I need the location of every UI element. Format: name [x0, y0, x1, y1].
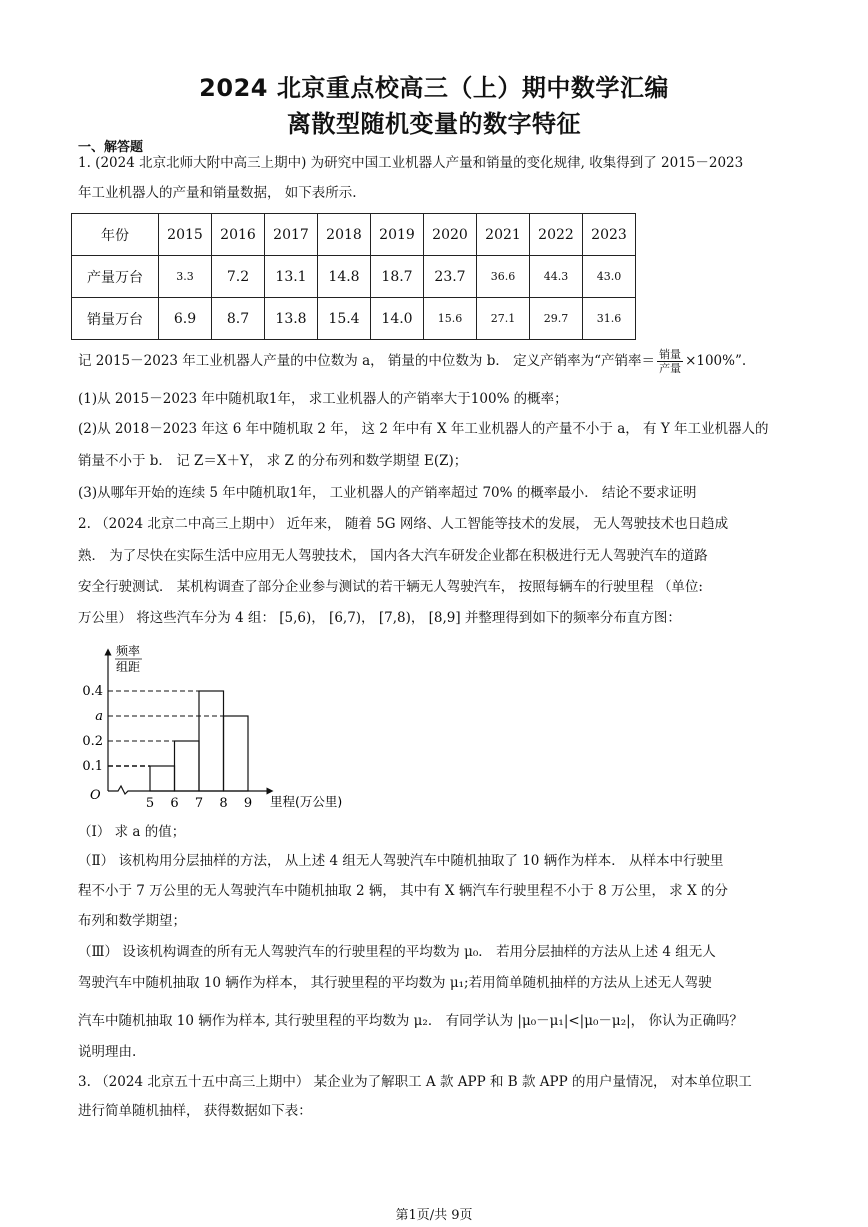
x-tick-label: 5: [145, 796, 155, 811]
table-cell: 29.7: [530, 298, 583, 340]
y-axis-label-top: 频率: [116, 644, 141, 658]
y-tick-label: a: [95, 709, 103, 724]
q3-line-2: 进行简单随机抽样， 获得数据如下表：: [78, 1103, 312, 1119]
table-cell: 7.2: [212, 256, 265, 298]
x-tick-label: 9: [243, 796, 253, 811]
row-label: 销量万台: [72, 298, 159, 340]
x-axis-label: 里程(万公里): [270, 794, 343, 809]
fraction-numerator: 销量: [659, 348, 682, 361]
q2-part-ii-2: 程不小于 7 万公里的无人驾驶汽车中随机抽取 2 辆， 其中有 X 辆汽车行驶里程不小于 8 万公里， 求 X 的分: [78, 883, 728, 899]
table-cell: 27.1: [477, 298, 530, 340]
table-cell: 13.8: [265, 298, 318, 340]
q2-part-iii-4: 说明理由.: [78, 1044, 137, 1060]
definition-suffix: ×100%”.: [685, 353, 747, 369]
q2-line-1: 2. （2024 北京二中高三上期中） 近年来， 随着 5G 网络、人工智能等技术的发展， 无人驾驶技术也日趋成: [78, 516, 729, 532]
table-cell: 3.3: [159, 256, 212, 298]
table-row-production: [72, 256, 636, 298]
y-tick-label: 0.4: [82, 684, 103, 699]
table-cell: 14.8: [318, 256, 371, 298]
table-cell: 15.4: [318, 298, 371, 340]
table-cell: 36.6: [477, 256, 530, 298]
title-line-2: 离散型随机变量的数字特征: [287, 110, 581, 138]
origin-label: O: [90, 788, 101, 803]
y-tick-label: 0.1: [82, 759, 103, 774]
histogram-bar: [175, 741, 200, 791]
q2-part-iii-1: （Ⅲ） 设该机构调查的所有无人驾驶汽车的行驶里程的平均数为 μ₀． 若用分层抽样的方法从上述 4 组无人: [78, 944, 716, 960]
q2-part-i: （I） 求 a 的值；: [78, 824, 186, 840]
histogram-bar: [199, 691, 224, 791]
section-heading: 一、解答题: [78, 140, 144, 155]
row-label: 产量万台: [72, 256, 159, 298]
table-row-sales: [72, 298, 636, 340]
q1-part-2a: (2)从 2018－2023 年这 6 年中随机取 2 年， 这 2 年中有 X 年工业机器人的产量不小于 a， 有 Y 年工业机器人的: [78, 421, 769, 437]
q1-part-3: (3)从哪年开始的连续 5 年中随机取1年， 工业机器人的产销率超过 70% 的概率最小． 结论不要求证明: [78, 485, 697, 501]
histogram-bar: [150, 766, 175, 791]
table-header-label: 年份: [72, 214, 159, 256]
year-cell: 2021: [477, 214, 530, 256]
q2-part-ii-1: （Ⅱ） 该机构用分层抽样的方法， 从上述 4 组无人驾驶汽车中随机抽取了 10 辆作为样本． 从样本中行驶里: [78, 853, 724, 869]
y-tick-label: 0.2: [82, 734, 103, 749]
y-axis-label-bottom: 组距: [116, 660, 141, 674]
q1-line-1: 1. (2024 北京北师大附中高三上期中) 为研究中国工业机器人产量和销量的变化规律, 收集得到了 2015－2023: [78, 155, 744, 171]
x-tick-label: 6: [170, 796, 179, 811]
definition-text: 记 2015－2023 年工业机器人产量的中位数为 a， 销量的中位数为 b． 定义产销率为“产销率＝: [78, 353, 656, 369]
q2-line-2: 熟． 为了尽快在实际生活中应用无人驾驶技术， 国内各大汽车研发企业都在积极进行无人驾驶汽车的道路: [78, 548, 708, 564]
x-axis: [108, 786, 270, 794]
q1-part-1: (1)从 2015－2023 年中随机取1年， 求工业机器人的产销率大于100% 的概率；: [78, 391, 568, 407]
q3-line-1: 3. （2024 北京五十五中高三上期中） 某企业为了解职工 A 款 APP 和 B 款 APP 的用户量情况， 对本单位职工: [78, 1074, 752, 1090]
q2-line-3: 安全行驶测试． 某机构调查了部分企业参与测试的若干辆无人驾驶汽车， 按照每辆车的行驶里程 （单位:: [78, 579, 703, 595]
table-header-row: [72, 214, 636, 256]
x-tick-label: 7: [194, 796, 204, 811]
year-cell: 2019: [371, 214, 424, 256]
table-cell: 31.6: [583, 298, 636, 340]
table-cell: 8.7: [212, 298, 265, 340]
q2-part-ii-3: 布列和数学期望；: [78, 913, 186, 929]
page-footer: 第1页/共 9页: [395, 1208, 473, 1223]
year-cell: 2022: [530, 214, 583, 256]
year-cell: 2017: [265, 214, 318, 256]
table-cell: 14.0: [371, 298, 424, 340]
year-cell: 2016: [212, 214, 265, 256]
table-cell: 43.0: [583, 256, 636, 298]
table-cell: 44.3: [530, 256, 583, 298]
q1-definition: [78, 347, 790, 375]
table-cell: 15.6: [424, 298, 477, 340]
year-cell: 2023: [583, 214, 636, 256]
table-cell: 23.7: [424, 256, 477, 298]
title-line-1: 2024 北京重点校高三（上）期中数学汇编: [199, 74, 669, 102]
histogram-chart: [76, 640, 376, 815]
year-cell: 2015: [159, 214, 212, 256]
table-cell: 6.9: [159, 298, 212, 340]
ratio-fraction: [657, 348, 683, 375]
table-cell: 13.1: [265, 256, 318, 298]
histogram-bar: [224, 716, 249, 791]
fraction-denominator: 产量: [659, 362, 682, 375]
q2-part-iii-3: 汽车中随机抽取 10 辆作为样本, 其行驶里程的平均数为 μ₂． 有同学认为 |μ₀－μ₁|<|μ₀－μ₂|， 你认为正确吗？: [78, 1013, 743, 1029]
q2-line-4: 万公里） 将这些汽车分为 4 组： [5,6)， [6,7)， [7,8)， [8,9] 并整理得到如下的频率分布直方图：: [78, 610, 681, 626]
year-cell: 2018: [318, 214, 371, 256]
table-cell: 18.7: [371, 256, 424, 298]
year-cell: 2020: [424, 214, 477, 256]
q1-part-2b: 销量不小于 b． 记 Z＝X＋Y， 求 Z 的分布列和数学期望 E(Z)；: [78, 453, 468, 469]
x-tick-label: 8: [219, 796, 228, 811]
q1-line-2: 年工业机器人的产量和销量数据， 如下表所示.: [78, 185, 357, 201]
q2-part-iii-2: 驾驶汽车中随机抽取 10 辆作为样本， 其行驶里程的平均数为 μ₁;若用简单随机抽样的方法从上述无人驾驶: [78, 975, 712, 991]
q1-data-table: [71, 213, 636, 340]
